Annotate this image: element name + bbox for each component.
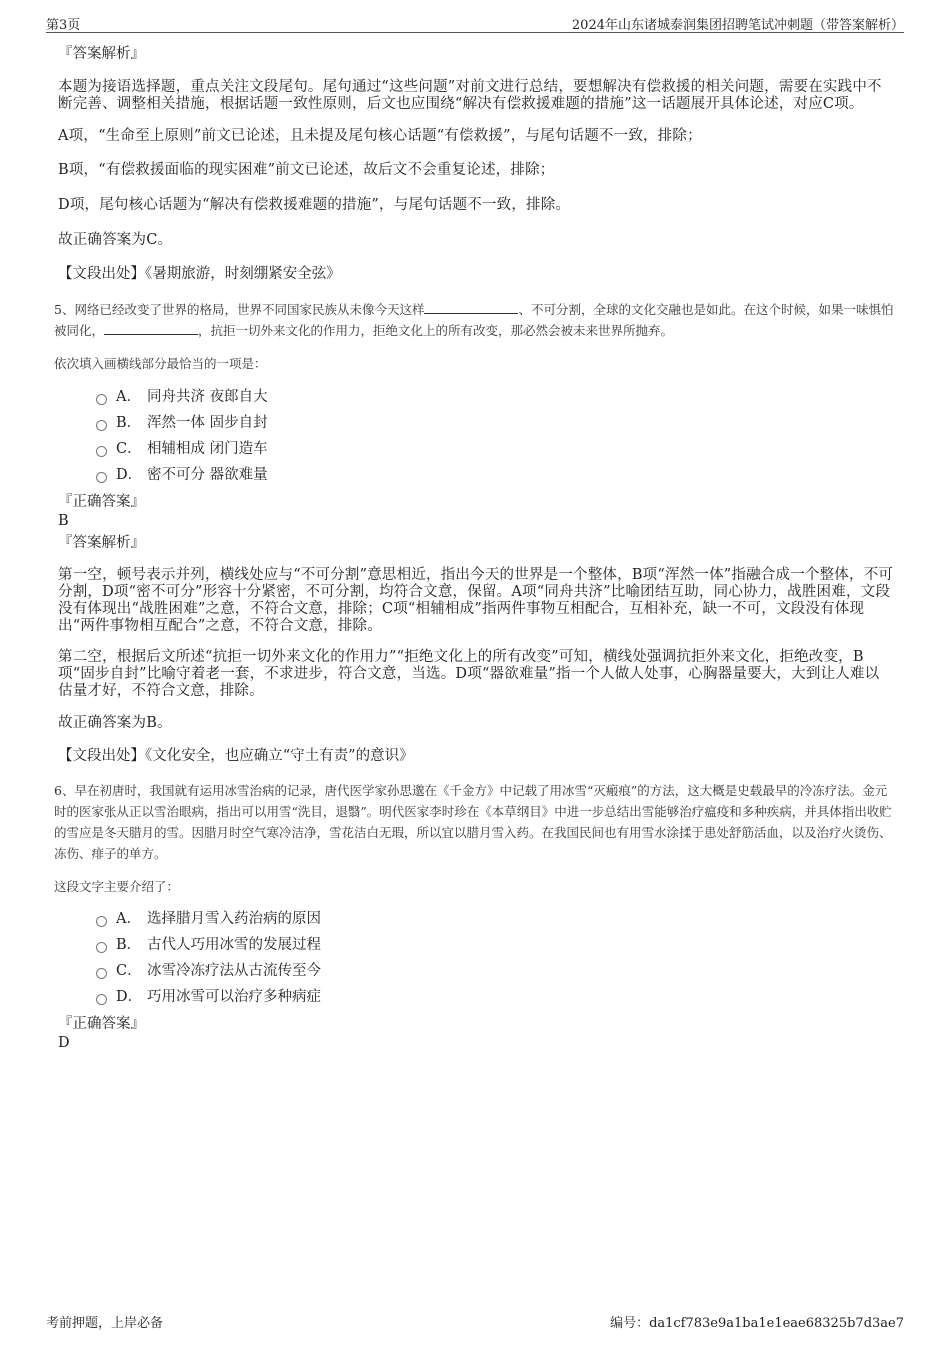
radio-icon[interactable]: [96, 916, 107, 927]
passage-source: 【文段出处】《暑期旅游，时刻绷紧安全弦》: [58, 266, 341, 282]
footer-slogan: 考前押题，上岸必备: [46, 1316, 164, 1331]
page-header: [46, 12, 904, 33]
page-content: [54, 44, 894, 1053]
stem-part: 5、网络已经改变了世界的格局，世界不同国家民族从未像今天这样: [54, 302, 425, 317]
analysis-label: 『答案解析』: [58, 535, 145, 551]
fill-blank: [104, 322, 198, 335]
option-a[interactable]: A． 同舟共济 夜郎自大: [96, 384, 894, 410]
passage-source: 【文段出处】《文化安全，也应确立“守土有责”的意识》: [58, 748, 414, 764]
radio-icon[interactable]: [96, 472, 107, 483]
radio-icon[interactable]: [96, 942, 107, 953]
option-list: [96, 384, 894, 488]
analysis-paragraph: B项，“有偿救援面临的现实困难”前文已论述，故后文不会重复论述，排除；: [58, 162, 555, 178]
option-d[interactable]: D． 巧用冰雪可以治疗多种病症: [96, 984, 894, 1010]
correct-answer: D: [58, 1035, 70, 1051]
stem-part: ，抗拒一切外来文化的作用力，拒绝文化上的所有改变，那必然会被未来世界所抛弃。: [198, 323, 674, 338]
option-d[interactable]: D． 密不可分 器欲难量: [96, 462, 894, 488]
radio-icon[interactable]: [96, 446, 107, 457]
document-title: 2024年山东诸城泰润集团招聘笔试冲刺题（带答案解析）: [571, 18, 904, 33]
stem-part: 、不可分割，全球的文化交融也是如此。在这个时候，如果一味惧怕被同化，: [54, 302, 894, 338]
page-footer: [46, 1312, 904, 1330]
analysis-paragraph: 第二空，根据后文所述“抗拒一切外来文化的作用力”“拒绝文化上的所有改变”可知，横线处强调抗拒外来文化，拒绝改变，B项“固步自封”比喻守着老一套，不求进步，符合文意，当选。D项“器欲难量”指一个人做人处事，心胸器量要大，大到让人难以估量才好，不符合文意，排除。: [58, 649, 880, 699]
option-c[interactable]: C． 相辅相成 闭门造车: [96, 436, 894, 462]
question-stem: [54, 299, 894, 341]
document-id: 编号：da1cf783e9a1ba1e1eae68325b7d3ae7: [610, 1316, 904, 1331]
analysis-label: 『答案解析』: [58, 46, 145, 62]
correct-answer-label: 『正确答案』: [58, 1016, 145, 1032]
option-b[interactable]: B． 古代人巧用冰雪的发展过程: [96, 932, 894, 958]
question-stem: 6、早在初唐时，我国就有运用冰雪治病的记录，唐代医学家孙思邈在《千金方》中记载了用冰雪“灭瘢痕”的方法，这大概是史载最早的冷冻疗法。金元时的医家张从正以雪治眼病，指出可以用雪“洗目，退翳”。明代医家李时珍在《本草纲目》中进一步总结出雪能够治疗瘟疫和多种疾病，并具体指出收贮的雪应是冬天腊月的雪。因腊月时空气寒冷洁净，雪花洁白无瑕，所以宜以腊月雪入药。在我国民间也有用雪水涂揉于患处舒筋活血，以及治疗火烫伤、冻伤、痱子的单方。: [54, 783, 892, 861]
radio-icon[interactable]: [96, 994, 107, 1005]
option-a[interactable]: A． 选择腊月雪入药治病的原因: [96, 906, 894, 932]
question-prompt: 依次填入画横线部分最恰当的一项是：: [54, 356, 267, 371]
conclusion: 故正确答案为C。: [58, 232, 173, 248]
radio-icon[interactable]: [96, 394, 107, 405]
analysis-paragraph: 本题为接语选择题，重点关注文段尾句。尾句通过“这些问题”对前文进行总结，要想解决有偿救援的相关问题，需要在实践中不断完善、调整相关措施，根据话题一致性原则，后文也应围绕“解决有偿救援难题的措施”这一话题展开具体论述，对应C项。: [58, 79, 882, 112]
question-prompt: 这段文字主要介绍了：: [54, 879, 180, 894]
correct-answer: B: [58, 513, 69, 529]
conclusion: 故正确答案为B。: [58, 715, 172, 731]
radio-icon[interactable]: [96, 420, 107, 431]
radio-icon[interactable]: [96, 968, 107, 979]
analysis-paragraph: 第一空，顿号表示并列，横线处应与“不可分割”意思相近，指出今天的世界是一个整体，B项“浑然一体”指融合成一个整体，不可分割，D项“密不可分”形容十分紧密，不可分割，均符合文意，保留。A项“同舟共济”比喻团结互助，同心协力，战胜困难，文段没有体现出“战胜困难”之意，不符合文意，排除；C项“相辅相成”指两件事物互相配合，互相补充，缺一不可，文段没有体现出“两件事物相互配合”之意，不符合文意，排除。: [58, 567, 894, 634]
option-b[interactable]: B． 浑然一体 固步自封: [96, 410, 894, 436]
page-number: 第3页: [46, 18, 81, 33]
correct-answer-label: 『正确答案』: [58, 494, 145, 510]
fill-blank: [424, 301, 518, 314]
option-c[interactable]: C． 冰雪冷冻疗法从古流传至今: [96, 958, 894, 984]
option-list: [96, 906, 894, 1010]
analysis-paragraph: D项，尾句核心话题为“解决有偿救援难题的措施”，与尾句话题不一致，排除。: [58, 197, 571, 213]
analysis-paragraph: A项，“生命至上原则”前文已论述，且未提及尾句核心话题“有偿救援”，与尾句话题不一致，排除；: [58, 128, 702, 144]
